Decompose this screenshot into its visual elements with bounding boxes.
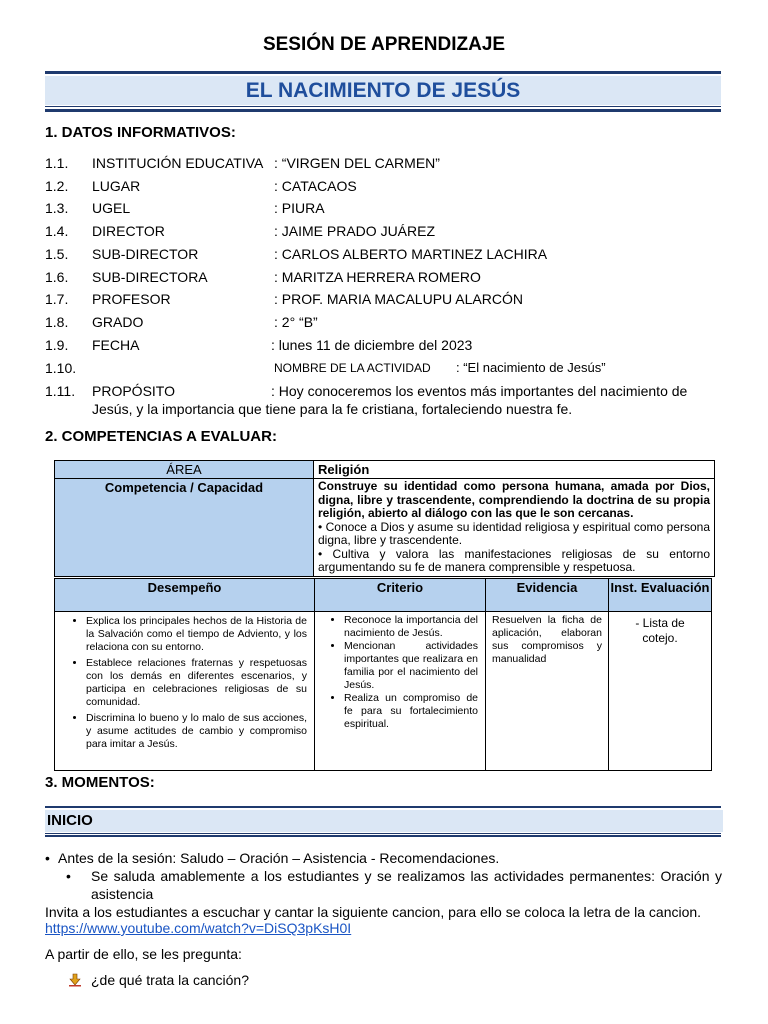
inicio-heading: INICIO xyxy=(45,810,723,832)
document-title: SESIÓN DE APRENDIZAJE xyxy=(262,34,506,55)
area-row xyxy=(55,461,715,479)
inicio-paragraph: Invita a los estudiantes a escuchar y cantar la siguiente cancion, para ello se coloca la letra de la cancion. xyxy=(45,904,702,920)
row-number: 1.11. xyxy=(45,383,76,399)
pregunta-intro: A partir de ello, se les pregunta: xyxy=(45,946,242,962)
row-key: PROFESOR xyxy=(92,291,171,308)
row-key: SUB-DIRECTOR xyxy=(92,245,199,262)
desempeno-item: • Explica los principales hechos de la Historia de la Salvación como el tiempo de Adviento, y los relaciona con su entorno. xyxy=(86,615,307,654)
row-value: : “VIRGEN DEL CARMEN” xyxy=(274,155,440,171)
row-number: 1.7. xyxy=(45,291,69,308)
datos-row xyxy=(45,153,725,173)
proposito-continuation: Jesús, y la importancia que tiene para la fe cristiana, fortaleciendo nuestra fe. xyxy=(92,401,573,417)
row-key: GRADO xyxy=(92,313,144,330)
section-heading-competencias: 2. COMPETENCIAS A EVALUAR: xyxy=(45,428,277,445)
desempeno-table xyxy=(54,578,712,771)
content-row xyxy=(55,612,712,771)
row-number: 1.10. xyxy=(45,360,77,376)
criterio-cell xyxy=(315,612,486,771)
row-key: SUB-DIRECTORA xyxy=(92,268,208,285)
row-key: LUGAR xyxy=(92,177,141,194)
row-value: : 2° “B” xyxy=(274,313,318,330)
row-number: 1.9. xyxy=(45,336,69,353)
youtube-link[interactable]: https://www.youtube.com/watch?v=DiSQ3pKsH0I xyxy=(45,920,352,936)
datos-row xyxy=(45,221,725,241)
datos-row xyxy=(45,312,725,332)
datos-row xyxy=(45,176,725,196)
row-value: : PIURA xyxy=(274,200,325,217)
row-number: 1.4. xyxy=(45,223,69,240)
datos-row xyxy=(45,335,725,355)
row-key: FECHA xyxy=(92,336,140,353)
capacidad-item: • Conoce a Dios y asume su identidad religiosa y espiritual como persona digna, libre y trascendente. xyxy=(318,519,710,547)
arrow-bullet-icon xyxy=(68,973,82,987)
competencia-row xyxy=(55,479,715,577)
section-heading-datos: 1. DATOS INFORMATIVOS: xyxy=(45,124,236,141)
evidencia-cell: Resuelven la ficha de aplicación, elaboran sus compromisos y manualidad xyxy=(486,612,609,771)
row-number: 1.5. xyxy=(45,245,69,262)
datos-row xyxy=(45,267,725,287)
row-key: UGEL xyxy=(92,200,131,217)
row-key: NOMBRE DE LA ACTIVIDAD xyxy=(274,361,431,375)
bullet-text: Se saluda amablemente a los estudiantes y se realizamos las actividades permanentes: Oración y asistencia xyxy=(91,868,722,902)
row-key: DIRECTOR xyxy=(92,223,165,240)
bullet-dot: • xyxy=(45,850,50,866)
datos-row xyxy=(45,244,725,264)
datos-row xyxy=(45,198,725,218)
competencia-text: Construye su identidad como persona humana, amada por Dios, digna, libre y trascendente, comprendiendo la doctrina de su propia religión, abierto al diálogo con las que le son cercanas. xyxy=(318,479,710,520)
competencia-label: Competencia / Capacidad xyxy=(55,479,314,577)
area-label: ÁREA xyxy=(55,461,314,479)
desempeno-cell xyxy=(55,612,315,771)
inicio-bullet-2 xyxy=(66,867,722,903)
desempeno-item: • Establece relaciones fraternas y respetuosas con los demás en diferentes escenarios, y participa en celebraciones religiosas de su comunidad. xyxy=(86,657,307,709)
row-value: : “El nacimiento de Jesús” xyxy=(456,360,606,375)
row-number: 1.3. xyxy=(45,200,69,217)
row-number: 1.8. xyxy=(45,313,69,330)
competencias-table xyxy=(54,460,715,577)
criterio-item: • Reconoce la importancia del nacimiento de Jesús. xyxy=(344,614,478,640)
header-row xyxy=(55,579,712,612)
desempeno-item: • Discrimina lo bueno y lo malo de sus acciones, y asume actitudes de cambio y compromiso para imitar a Jesús. xyxy=(86,712,307,751)
header-evidencia: Evidencia xyxy=(486,579,609,612)
row-number: 1.1. xyxy=(45,155,69,171)
header-desempeno: Desempeño xyxy=(55,579,315,612)
capacidad-item: • Cultiva y valora las manifestaciones religiosas de su entorno argumentando su fe de manera comprensible y respetuosa. xyxy=(318,546,710,574)
criterio-item: • Mencionan actividades importantes que realizara en familia por el nacimiento del Jesús. xyxy=(344,640,478,692)
row-number: 1.2. xyxy=(45,177,69,194)
pregunta-text: ¿de qué trata la canción? xyxy=(91,972,249,988)
row-value: : JAIME PRADO JUÁREZ xyxy=(274,223,436,240)
inicio-bottom-rule xyxy=(45,833,721,837)
session-banner-title: EL NACIMIENTO DE JESÚS xyxy=(45,76,721,105)
area-value: Religión xyxy=(314,461,715,479)
inicio-top-rule xyxy=(45,806,721,808)
row-value: : PROF. MARIA MACALUPU ALARCÓN xyxy=(274,291,523,308)
row-value: : MARITZA HERRERA ROMERO xyxy=(274,268,481,285)
row-key: PROPÓSITO xyxy=(92,383,175,399)
header-criterio: Criterio xyxy=(315,579,486,612)
criterio-item: • Realiza un compromiso de fe para su fortalecimiento espiritual. xyxy=(344,692,478,731)
banner-bottom-rule xyxy=(45,106,721,112)
row-value: : CARLOS ALBERTO MARTINEZ LACHIRA xyxy=(274,245,548,262)
datos-row xyxy=(45,289,725,309)
row-key: INSTITUCIÓN EDUCATIVA xyxy=(92,155,264,171)
instrumento-cell: - Lista de cotejo. xyxy=(609,612,712,771)
bullet-dot: • xyxy=(66,868,71,884)
bullet-text: Antes de la sesión: Saludo – Oración – Asistencia - Recomendaciones. xyxy=(58,850,500,866)
header-instrumento: Inst. Evaluación xyxy=(609,579,712,612)
section-heading-momentos: 3. MOMENTOS: xyxy=(45,774,155,791)
datos-row xyxy=(45,358,725,378)
competencia-content xyxy=(314,479,715,577)
row-value: : lunes 11 de diciembre del 2023 xyxy=(271,336,473,353)
row-value: : CATACAOS xyxy=(274,177,357,194)
row-value: : Hoy conoceremos los eventos más importantes del nacimiento de xyxy=(271,383,688,399)
datos-row xyxy=(45,381,725,401)
row-number: 1.6. xyxy=(45,268,69,285)
